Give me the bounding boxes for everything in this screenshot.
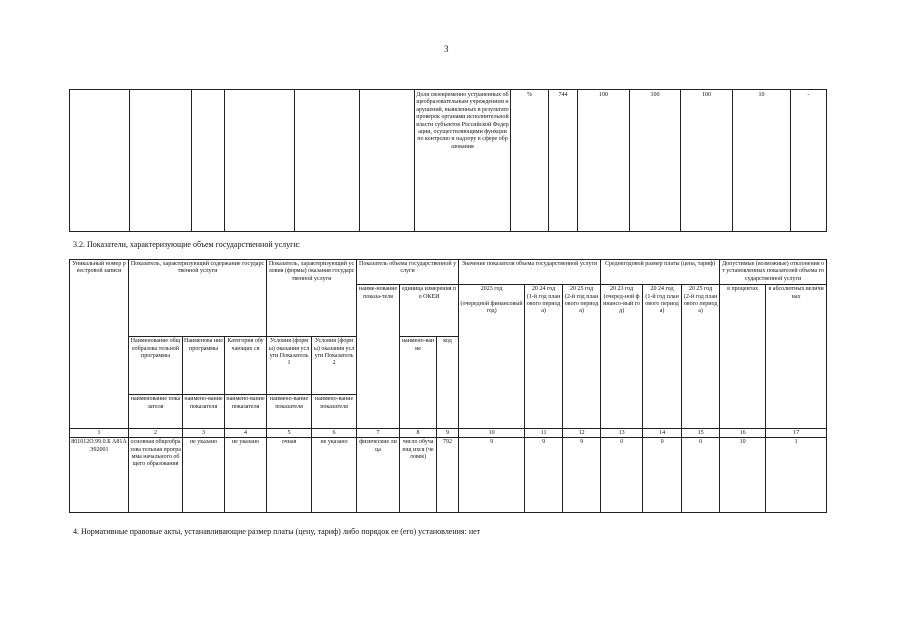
col-num: 8 [400,429,437,438]
sub-cond2: Условия (формы) оказания услуги Показатель 2 [312,337,357,395]
row-c4: не указано [225,438,267,513]
col-num: 7 [357,429,400,438]
sub-ovz: Наименова ние программы [183,337,225,395]
h-unit-name: наимено-вание [400,337,437,429]
top-v2: 100 [630,90,681,232]
col-num: 13 [601,429,643,438]
top-v4: 10 [733,90,791,232]
top-v3: 100 [681,90,733,232]
h-2023: 2023 год (очередной финансовый год) [459,285,525,429]
table-row [70,438,827,513]
name-ind: наимено-вание показателя [267,395,312,429]
row-c12: 9 [563,438,601,513]
col-num: 5 [267,429,312,438]
top-v5: - [791,90,827,232]
col-num: 3 [183,429,225,438]
col-num: 1 [70,429,129,438]
sub-cond1: Условия (формы) оказания услуги Показатель 1 [267,337,312,395]
col-num: 15 [682,429,720,438]
h-content: Показатель, характеризующий содержание государственной услуги [129,260,267,337]
top-unit: % [511,90,549,232]
h-absolute: в абсолютных величинах [766,285,827,429]
row-c7: физические лица [357,438,400,513]
col-num: 10 [459,429,525,438]
top-code: 744 [549,90,578,232]
col-num: 14 [643,429,682,438]
sub-cat: Категория обучающих ся [225,337,267,395]
h-2025: 20 25 год (2-й год планового периода) [563,285,601,429]
h-2024: 20 24 год (1-й год планового периода) [525,285,563,429]
row-c17: 1 [766,438,827,513]
h-code: код [437,337,459,429]
h-unit-okei: единица измерения по ОКЕИ [400,285,459,337]
h-value: Значение показателя объема государственной услуги [459,260,601,285]
h-p2024: 20 24 год (1-й год планового периода) [643,285,682,429]
top-cell-empty [192,90,225,232]
col-num: 6 [312,429,357,438]
h-p2025: 20 25 год (2-й год планового периода) [682,285,720,429]
top-table [69,89,827,232]
col-num: 9 [437,429,459,438]
column-numbers [70,429,827,438]
top-cell-empty [130,90,192,232]
h-allowed: Допустимые (возможные) отклонения от установленных показателей объема государственной услуги [720,260,827,285]
h-price: Среднегодовой размер платы (цена, тариф) [601,260,720,285]
row-id: 801012О.99.0.Б А81АЭ92001 [70,438,129,513]
row-prog: основная общеобразова тельная программа начального общего образования [129,438,183,513]
top-indicator: Доля своевременно устраненных общеобразовательным учреждением нарушений, выявленных в результате проверок органами исполнительной власти субъектов Российской Федерации, осуществляющими функции по контролю и надзору в сфере образования [415,90,511,232]
h-name-ind: наиме-нование показа-теля [357,285,400,429]
row-c3: не указано [183,438,225,513]
top-cell-empty [225,90,295,232]
name-ind: наимено-вание показателя [183,395,225,429]
top-cell-empty [360,90,415,232]
h-unique: Уникальный номер реестровой записи [70,260,129,429]
section-3-2-title: 3.2. Показатели, характеризующие объем государственной услуги: [73,240,300,249]
h-percent: в процентах [720,285,766,429]
row-c10: 9 [459,438,525,513]
name-ind: наимено-вание показателя [312,395,357,429]
top-cell-empty [70,90,130,232]
row-c13: 0 [601,438,643,513]
row-c16: 10 [720,438,766,513]
section-4-title: 4. Нормативные правовые акты, устанавливающие размер платы (цену, тариф) либо порядок ее (его) установления: нет [73,527,481,536]
top-v1: 100 [578,90,630,232]
row-c8: число обучающ ихся (человек) [400,438,437,513]
sub-prog: Наименование общеобразова тельной программы [129,337,183,395]
page-number: 3 [444,44,449,54]
row-c11: 9 [525,438,563,513]
h-volume: Показатель объема государственной услуги [357,260,459,285]
col-num: 12 [563,429,601,438]
volume-table [69,259,827,513]
h-p2023: 20 23 год (очеред-ной финансо-вый год) [601,285,643,429]
col-num: 17 [766,429,827,438]
row-c14: 0 [643,438,682,513]
top-cell-empty [295,90,360,232]
name-ind: наимено-вание показателя [225,395,267,429]
row-c15: 0 [682,438,720,513]
row-c5: очная [267,438,312,513]
col-num: 16 [720,429,766,438]
row-c6: не указано [312,438,357,513]
col-num: 4 [225,429,267,438]
col-num: 2 [129,429,183,438]
h-conditions: Показатель, характеризующий условия (формы) оказания государственной услуги [267,260,357,337]
row-c9: 792 [437,438,459,513]
name-ind: наименование показателя [129,395,183,429]
col-num: 11 [525,429,563,438]
